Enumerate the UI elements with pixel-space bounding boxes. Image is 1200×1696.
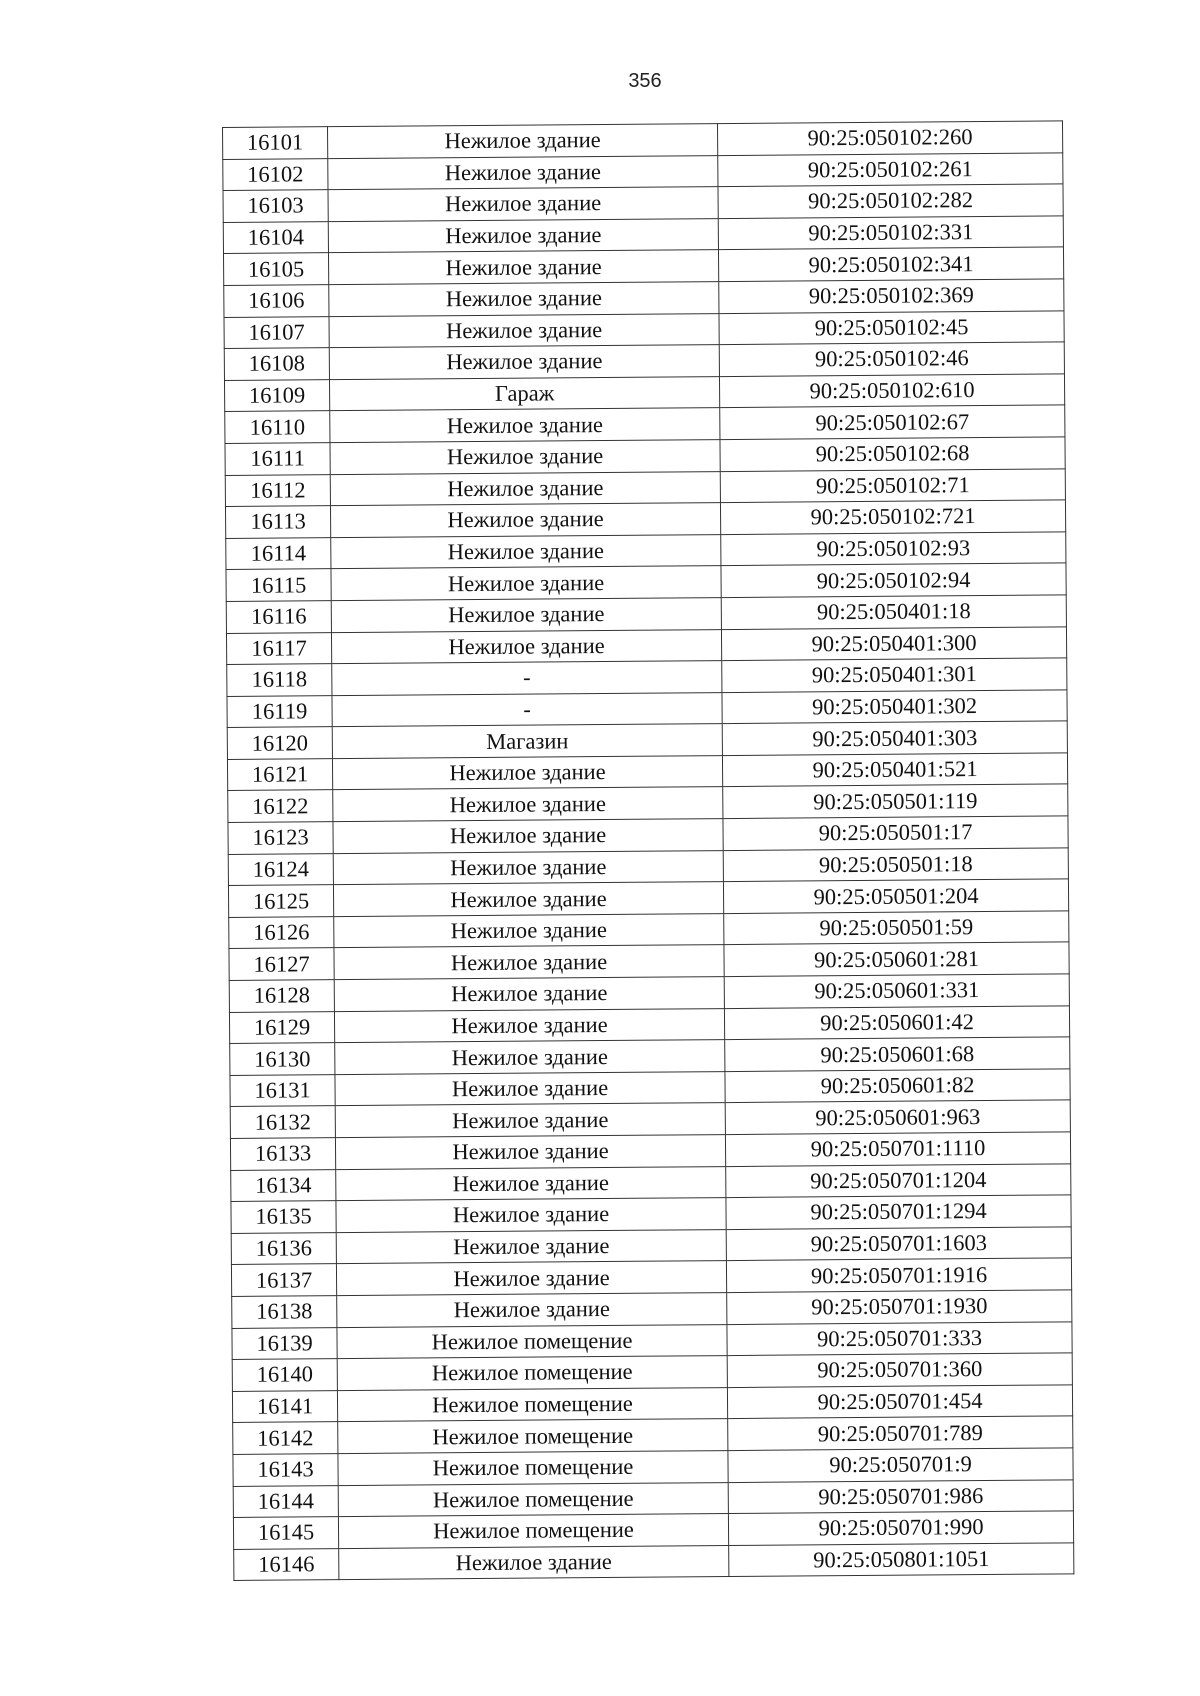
row-number-cell: 16138 bbox=[232, 1296, 337, 1328]
row-number-cell: 16140 bbox=[232, 1359, 337, 1391]
cadastral-number-cell: 90:25:050701:1294 bbox=[726, 1195, 1071, 1229]
row-number-cell: 16120 bbox=[227, 727, 332, 759]
cadastral-number-cell: 90:25:050102:369 bbox=[719, 279, 1064, 313]
object-name-cell: Нежилое здание bbox=[336, 1198, 726, 1233]
cadastral-number-cell: 90:25:050501:18 bbox=[723, 848, 1068, 882]
object-name-cell: Нежилое здание bbox=[334, 1008, 724, 1043]
object-name-cell: Нежилое здание bbox=[335, 1071, 725, 1106]
row-number-cell: 16134 bbox=[231, 1169, 336, 1201]
object-name-cell: Нежилое здание bbox=[333, 850, 723, 885]
row-number-cell: 16131 bbox=[230, 1074, 335, 1106]
object-name-cell: Нежилое помещение bbox=[338, 1451, 728, 1486]
object-name-cell: Нежилое здание bbox=[328, 187, 718, 222]
object-name-cell: Нежилое здание bbox=[334, 913, 724, 948]
cadastral-number-cell: 90:25:050102:45 bbox=[719, 310, 1064, 344]
row-number-cell: 16111 bbox=[225, 443, 330, 475]
page-number: 356 bbox=[628, 70, 662, 92]
cadastral-number-cell: 90:25:050102:93 bbox=[721, 532, 1066, 566]
row-number-cell: 16139 bbox=[232, 1327, 337, 1359]
row-number-cell: 16143 bbox=[233, 1454, 338, 1486]
row-number-cell: 16106 bbox=[224, 285, 329, 317]
row-number-cell: 16117 bbox=[226, 632, 331, 664]
cadastral-number-cell: 90:25:050401:300 bbox=[721, 626, 1066, 660]
object-name-cell: Нежилое здание bbox=[330, 471, 720, 506]
cadastral-number-cell: 90:25:050701:454 bbox=[727, 1385, 1072, 1419]
object-name-cell: Нежилое здание bbox=[330, 408, 720, 443]
cadastral-number-cell: 90:25:050701:990 bbox=[728, 1511, 1073, 1545]
cadastral-number-cell: 90:25:050601:281 bbox=[724, 942, 1069, 976]
registry-table bbox=[222, 120, 1074, 1581]
object-name-cell: Нежилое здание bbox=[335, 1103, 725, 1138]
row-number-cell: 16144 bbox=[233, 1485, 338, 1517]
cadastral-number-cell: 90:25:050701:1930 bbox=[727, 1290, 1072, 1324]
object-name-cell: Нежилое здание bbox=[329, 282, 719, 317]
object-name-cell: Магазин bbox=[332, 724, 722, 759]
object-name-cell: Нежилое здание bbox=[334, 945, 724, 980]
row-number-cell: 16113 bbox=[225, 506, 330, 538]
object-name-cell: Нежилое помещение bbox=[338, 1514, 728, 1549]
row-number-cell: 16116 bbox=[226, 601, 331, 633]
cadastral-number-cell: 90:25:050501:204 bbox=[723, 879, 1068, 913]
object-name-cell: Нежилое здание bbox=[328, 124, 718, 159]
cadastral-number-cell: 90:25:050401:18 bbox=[721, 595, 1066, 629]
row-number-cell: 16119 bbox=[227, 695, 332, 727]
row-number-cell: 16127 bbox=[229, 948, 334, 980]
object-name-cell: Нежилое здание bbox=[329, 345, 719, 380]
row-number-cell: 16123 bbox=[228, 822, 333, 854]
row-number-cell: 16103 bbox=[223, 190, 328, 222]
row-number-cell: 16112 bbox=[225, 474, 330, 506]
cadastral-number-cell: 90:25:050701:1204 bbox=[726, 1163, 1071, 1197]
cadastral-number-cell: 90:25:050601:42 bbox=[724, 1005, 1069, 1039]
row-number-cell: 16141 bbox=[232, 1390, 337, 1422]
cadastral-number-cell: 90:25:050102:261 bbox=[718, 152, 1063, 186]
object-name-cell: Нежилое здание bbox=[333, 882, 723, 917]
row-number-cell: 16135 bbox=[231, 1201, 336, 1233]
object-name-cell: Нежилое здание bbox=[331, 598, 721, 633]
row-number-cell: 16142 bbox=[233, 1422, 338, 1454]
cadastral-number-cell: 90:25:050102:46 bbox=[719, 342, 1064, 376]
table-row bbox=[234, 1543, 1074, 1581]
row-number-cell: 16146 bbox=[234, 1548, 339, 1580]
cadastral-number-cell: 90:25:050102:341 bbox=[718, 247, 1063, 281]
row-number-cell: 16105 bbox=[223, 253, 328, 285]
object-name-cell: Нежилое здание bbox=[336, 1261, 726, 1296]
row-number-cell: 16108 bbox=[224, 348, 329, 380]
object-name-cell: Нежилое помещение bbox=[338, 1482, 728, 1517]
cadastral-number-cell: 90:25:050501:17 bbox=[723, 816, 1068, 850]
row-number-cell: 16118 bbox=[227, 664, 332, 696]
row-number-cell: 16101 bbox=[223, 127, 328, 159]
cadastral-number-cell: 90:25:050701:1916 bbox=[726, 1258, 1071, 1292]
cadastral-number-cell: 90:25:050801:1051 bbox=[729, 1543, 1074, 1577]
row-number-cell: 16130 bbox=[230, 1043, 335, 1075]
row-number-cell: 16102 bbox=[223, 158, 328, 190]
object-name-cell: - bbox=[332, 661, 722, 696]
row-number-cell: 16121 bbox=[227, 759, 332, 791]
cadastral-number-cell: 90:25:050102:94 bbox=[721, 563, 1066, 597]
row-number-cell: 16114 bbox=[226, 537, 331, 569]
cadastral-number-cell: 90:25:050102:282 bbox=[718, 184, 1063, 218]
object-name-cell: Нежилое здание bbox=[335, 1040, 725, 1075]
object-name-cell: Нежилое помещение bbox=[337, 1324, 727, 1359]
row-number-cell: 16137 bbox=[231, 1264, 336, 1296]
cadastral-number-cell: 90:25:050102:610 bbox=[719, 374, 1064, 408]
cadastral-number-cell: 90:25:050701:1603 bbox=[726, 1227, 1071, 1261]
registry-table-body bbox=[223, 121, 1074, 1581]
cadastral-number-cell: 90:25:050701:789 bbox=[728, 1416, 1073, 1450]
object-name-cell: Нежилое здание bbox=[328, 218, 718, 253]
cadastral-number-cell: 90:25:050701:9 bbox=[728, 1448, 1073, 1482]
cadastral-number-cell: 90:25:050501:59 bbox=[724, 911, 1069, 945]
row-number-cell: 16132 bbox=[230, 1106, 335, 1138]
object-name-cell: Нежилое здание bbox=[330, 440, 720, 475]
object-name-cell: Нежилое здание bbox=[336, 1166, 726, 1201]
cadastral-number-cell: 90:25:050701:1110 bbox=[725, 1132, 1070, 1166]
object-name-cell: Нежилое здание bbox=[331, 534, 721, 569]
cadastral-number-cell: 90:25:050102:331 bbox=[718, 216, 1063, 250]
row-number-cell: 16109 bbox=[224, 379, 329, 411]
object-name-cell: Нежилое здание bbox=[335, 1135, 725, 1170]
object-name-cell: Нежилое помещение bbox=[338, 1419, 728, 1454]
row-number-cell: 16110 bbox=[225, 411, 330, 443]
cadastral-number-cell: 90:25:050102:260 bbox=[717, 121, 1062, 155]
row-number-cell: 16128 bbox=[229, 980, 334, 1012]
object-name-cell: Нежилое здание bbox=[332, 755, 722, 790]
cadastral-number-cell: 90:25:050401:302 bbox=[722, 690, 1067, 724]
cadastral-number-cell: 90:25:050701:333 bbox=[727, 1321, 1072, 1355]
cadastral-number-cell: 90:25:050102:721 bbox=[720, 500, 1065, 534]
cadastral-number-cell: 90:25:050501:119 bbox=[723, 784, 1068, 818]
object-name-cell: - bbox=[332, 692, 722, 727]
object-name-cell: Нежилое здание bbox=[333, 819, 723, 854]
cadastral-number-cell: 90:25:050701:986 bbox=[728, 1479, 1073, 1513]
object-name-cell: Нежилое помещение bbox=[337, 1387, 727, 1422]
object-name-cell: Нежилое здание bbox=[339, 1545, 729, 1580]
object-name-cell: Нежилое здание bbox=[329, 313, 719, 348]
row-number-cell: 16145 bbox=[233, 1517, 338, 1549]
row-number-cell: 16124 bbox=[228, 853, 333, 885]
object-name-cell: Нежилое здание bbox=[328, 250, 718, 285]
object-name-cell: Нежилое здание bbox=[328, 155, 718, 190]
object-name-cell: Нежилое здание bbox=[331, 566, 721, 601]
row-number-cell: 16125 bbox=[228, 885, 333, 917]
cadastral-number-cell: 90:25:050401:301 bbox=[722, 658, 1067, 692]
cadastral-number-cell: 90:25:050601:68 bbox=[725, 1037, 1070, 1071]
cadastral-number-cell: 90:25:050102:67 bbox=[720, 405, 1065, 439]
cadastral-number-cell: 90:25:050401:303 bbox=[722, 721, 1067, 755]
row-number-cell: 16122 bbox=[228, 790, 333, 822]
object-name-cell: Гараж bbox=[329, 376, 719, 411]
cadastral-number-cell: 90:25:050601:331 bbox=[724, 974, 1069, 1008]
object-name-cell: Нежилое здание bbox=[337, 1293, 727, 1328]
row-number-cell: 16107 bbox=[224, 316, 329, 348]
row-number-cell: 16133 bbox=[230, 1138, 335, 1170]
row-number-cell: 16126 bbox=[229, 916, 334, 948]
row-number-cell: 16115 bbox=[226, 569, 331, 601]
cadastral-number-cell: 90:25:050401:521 bbox=[722, 753, 1067, 787]
cadastral-number-cell: 90:25:050601:963 bbox=[725, 1100, 1070, 1134]
row-number-cell: 16129 bbox=[229, 1011, 334, 1043]
object-name-cell: Нежилое здание bbox=[334, 977, 724, 1012]
row-number-cell: 16104 bbox=[223, 221, 328, 253]
cadastral-number-cell: 90:25:050701:360 bbox=[727, 1353, 1072, 1387]
object-name-cell: Нежилое здание bbox=[336, 1229, 726, 1264]
row-number-cell: 16136 bbox=[231, 1232, 336, 1264]
cadastral-number-cell: 90:25:050102:71 bbox=[720, 468, 1065, 502]
object-name-cell: Нежилое помещение bbox=[337, 1356, 727, 1391]
object-name-cell: Нежилое здание bbox=[333, 787, 723, 822]
object-name-cell: Нежилое здание bbox=[330, 503, 720, 538]
object-name-cell: Нежилое здание bbox=[331, 629, 721, 664]
cadastral-number-cell: 90:25:050601:82 bbox=[725, 1069, 1070, 1103]
cadastral-number-cell: 90:25:050102:68 bbox=[720, 437, 1065, 471]
